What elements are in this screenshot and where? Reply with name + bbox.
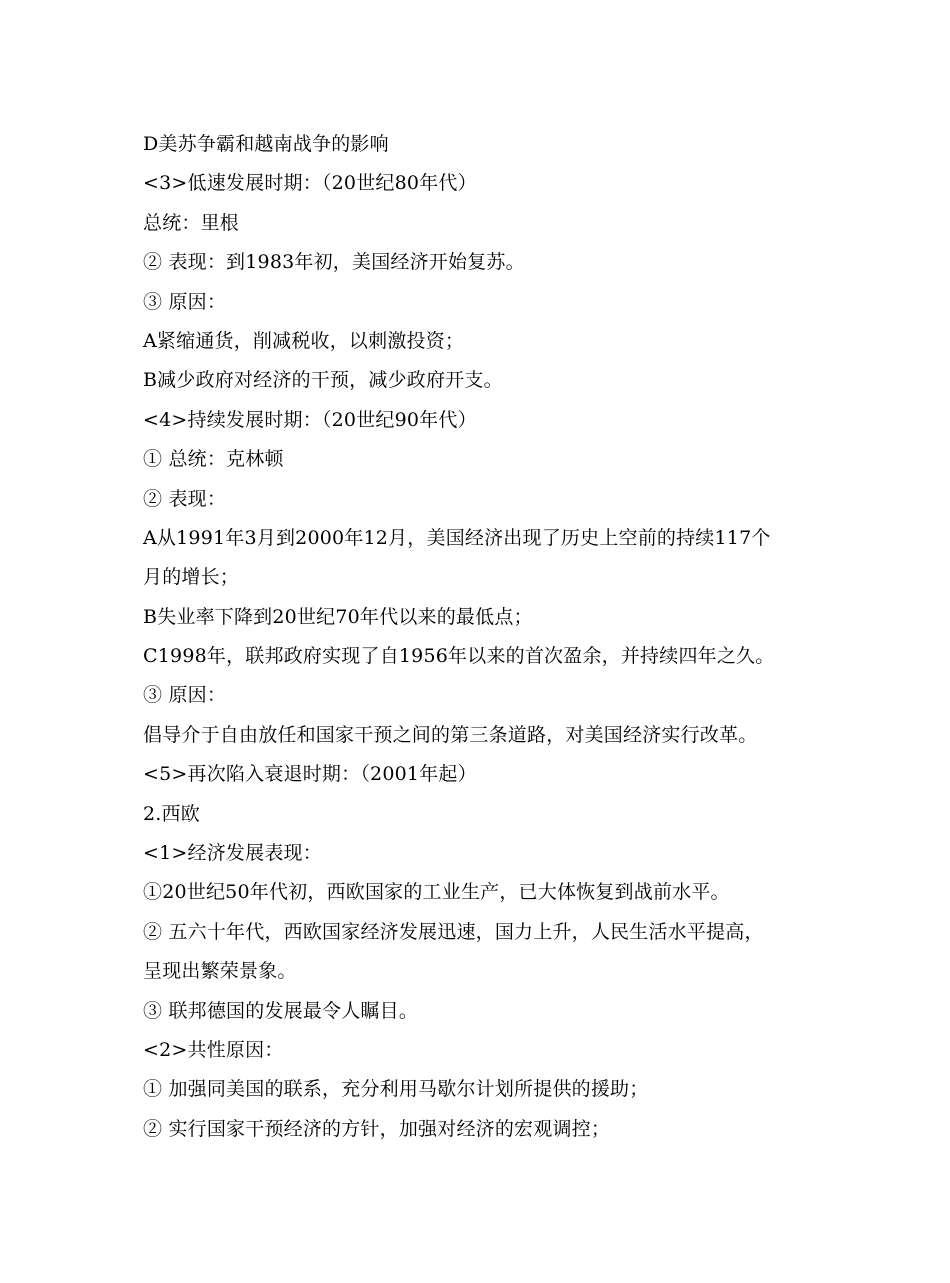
- document-body: [143, 128, 823, 1152]
- section-heading: <4>持续发展时期：（20世纪90年代）: [143, 408, 477, 431]
- text-line: B减少政府对经济的干预，减少政府开支。: [143, 369, 503, 392]
- text-line: D美苏争霸和越南战争的影响: [143, 133, 389, 155]
- text-line: ③ 联邦德国的发展最令人瞩目。: [143, 999, 419, 1022]
- text-line: 呈现出繁荣景象。: [143, 960, 297, 983]
- text-line: C1998年，联邦政府实现了自1956年以来的首次盈余，并持续四年之久。: [143, 645, 775, 668]
- section-heading: <3>低速发展时期：（20世纪80年代）: [143, 172, 477, 195]
- section-heading: <1>经济发展表现：: [143, 842, 322, 865]
- section-title: 2.西欧: [143, 802, 200, 825]
- text-line: ② 表现：: [143, 487, 227, 510]
- text-line: ①20世纪50年代初，西欧国家的工业生产，已大体恢复到战前水平。: [143, 881, 730, 904]
- text-line: B失业率下降到20世纪70年代以来的最低点；: [143, 605, 533, 628]
- text-line: 月的增长；: [143, 566, 240, 589]
- text-line: ① 加强同美国的联系，充分利用马歇尔计划所提供的援助；: [143, 1078, 649, 1101]
- text-line: ② 表现：到1983年初，美国经济开始复苏。: [143, 251, 525, 274]
- text-line: ③ 原因：: [143, 684, 227, 707]
- section-heading: <2>共性原因：: [143, 1038, 284, 1061]
- text-line: 总统：里根: [143, 211, 240, 234]
- text-line: ② 五六十年代，西欧国家经济发展迅速，国力上升，人民生活水平提高，: [143, 920, 764, 943]
- text-line: A从1991年3月到2000年12月，美国经济出现了历史上空前的持续117个: [143, 526, 771, 549]
- text-line: ① 总统：克林顿: [143, 448, 284, 471]
- text-line: ③ 原因：: [143, 290, 227, 313]
- text-line: ② 实行国家干预经济的方针，加强对经济的宏观调控；: [143, 1117, 611, 1140]
- text-line: 倡导介于自由放任和国家干预之间的第三条道路，对美国经济实行改革。: [143, 723, 758, 746]
- section-heading: <5>再次陷入衰退时期：（2001年起）: [143, 763, 477, 786]
- text-line: A紧缩通货，削减税收，以刺激投资；: [143, 329, 465, 352]
